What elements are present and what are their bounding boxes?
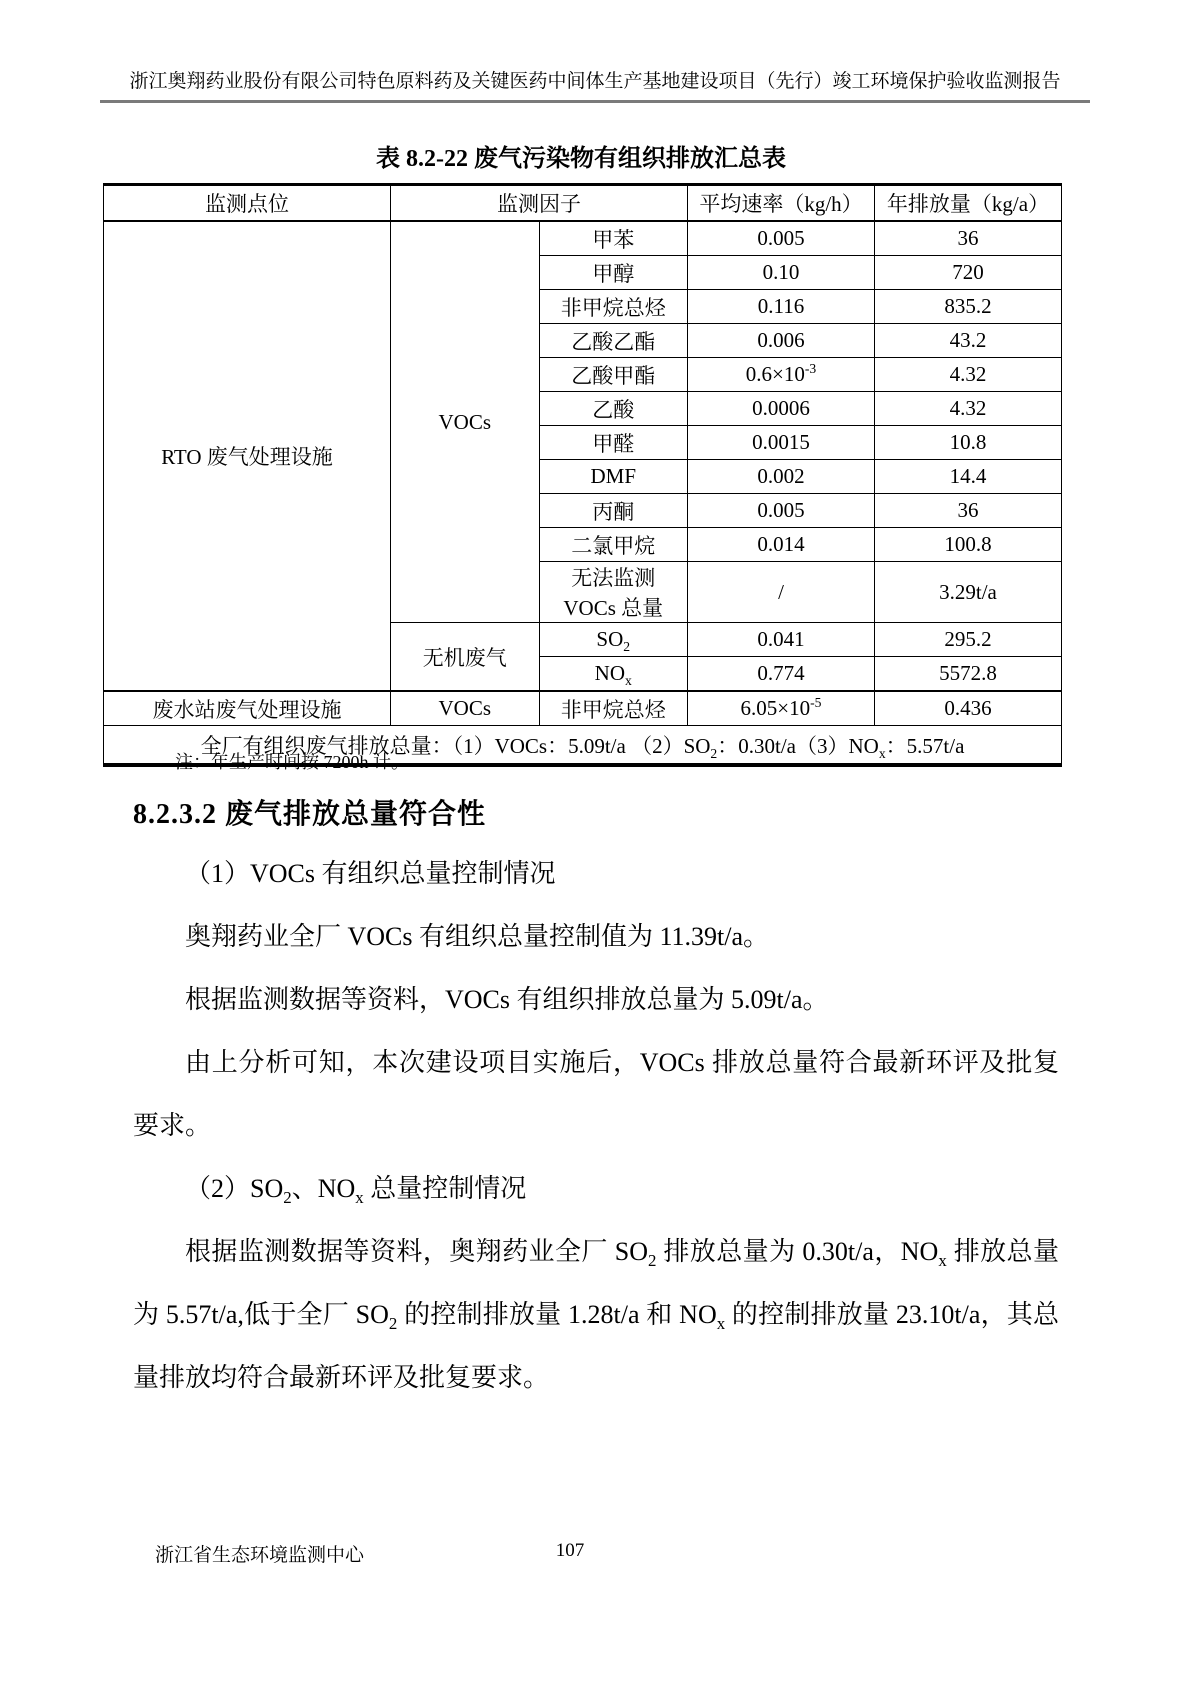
header-rate: 平均速率（kg/h）: [688, 185, 875, 222]
page-number: 107: [555, 1540, 585, 1561]
cell-factor: $SO_2$: [539, 623, 688, 657]
cell-factor: 乙酸甲酯: [539, 358, 688, 392]
cell-annual: 4.32: [875, 358, 1062, 392]
cell-annual: 0.436: [875, 691, 1062, 726]
cell-factor: 甲苯: [539, 221, 688, 256]
cell-rate: 0.041: [688, 623, 875, 657]
header-rule: [100, 100, 1090, 103]
section-body: [133, 842, 1059, 1409]
cell-factor: 乙酸: [539, 392, 688, 426]
cell-total: 全厂有组织废气排放总量：（1）VOCs：5.09t/a $(2)SO_2$：$0.30t/a(3)NO_x$：5.57t/a: [104, 726, 1062, 766]
cell-rate: 0.014: [688, 528, 875, 562]
cell-annual: 14.4: [875, 460, 1062, 494]
cell-annual: 5572.8: [875, 657, 1062, 692]
paragraph: 根据监测数据等资料，奥翔药业全厂 $SO_2$ 排放总量为 0.30t/a，$NO_x$ 排放总量为 5.57t/a,低于全厂 $SO_2$ 的控制排放量 1.28t/a 和 $NO_x$ 的控制排放量 23.10t/a，其总量排放均符合最新环评及批复要求。: [133, 1237, 1059, 1392]
cell-factor: 二氯甲烷: [539, 528, 688, 562]
table-header-row: [104, 185, 1062, 222]
cell-rate: 0.10: [688, 256, 875, 290]
paragraph: 由上分析可知，本次建设项目实施后，VOCs 排放总量符合最新环评及批复要求。: [133, 1048, 1059, 1140]
cell-site-wastewater: 废水站废气处理设施: [104, 691, 391, 726]
cell-annual: 3.29t/a: [875, 562, 1062, 623]
cell-rate: 0.002: [688, 460, 875, 494]
header-factor: 监测因子: [391, 185, 688, 222]
cell-annual: 36: [875, 221, 1062, 256]
cell-factor: 甲醇: [539, 256, 688, 290]
cell-annual: 36: [875, 494, 1062, 528]
cell-rate: $6.05\times 10^{-5}$: [688, 691, 875, 726]
table-row: [104, 691, 1062, 726]
cell-rate: /: [688, 562, 875, 623]
cell-rate: 0.0006: [688, 392, 875, 426]
cell-factor: 非甲烷总烃: [539, 290, 688, 324]
cell-rate: 0.005: [688, 221, 875, 256]
cell-factor: 丙酮: [539, 494, 688, 528]
table-row: [104, 221, 1062, 256]
header-site: 监测点位: [104, 185, 391, 222]
cell-group-inorganic: 无机废气: [391, 623, 540, 692]
footer-organization: 浙江省生态环境监测中心: [155, 1545, 365, 1566]
paragraph: （1）VOCs 有组织总量控制情况: [185, 859, 556, 888]
cell-factor: 无法监测 VOCs 总量: [539, 562, 688, 623]
cell-group-vocs: VOCs: [391, 221, 540, 623]
header-annual: 年排放量（kg/a）: [875, 185, 1062, 222]
cell-rate: 0.116: [688, 290, 875, 324]
table-title: 表 8.2-22 废气污染物有组织排放汇总表: [376, 146, 786, 172]
cell-rate: 0.006: [688, 324, 875, 358]
table-note: 注：年生产时间按 7200h 计。: [175, 752, 409, 772]
cell-annual: 4.32: [875, 392, 1062, 426]
cell-factor: $NO_x$: [539, 657, 688, 692]
cell-factor: 乙酸乙酯: [539, 324, 688, 358]
cell-rate: 0.774: [688, 657, 875, 692]
cell-annual: 295.2: [875, 623, 1062, 657]
cell-annual: 10.8: [875, 426, 1062, 460]
cell-rate: $0.6\times 10^{-3}$: [688, 358, 875, 392]
cell-factor: 甲醛: [539, 426, 688, 460]
cell-factor: 非甲烷总烃: [539, 691, 688, 726]
cell-annual: 43.2: [875, 324, 1062, 358]
cell-annual: 100.8: [875, 528, 1062, 562]
cell-site-rto: RTO 废气处理设施: [104, 221, 391, 691]
emissions-table: [103, 183, 1062, 767]
cell-rate: 0.0015: [688, 426, 875, 460]
cell-annual: 720: [875, 256, 1062, 290]
cell-factor: DMF: [539, 460, 688, 494]
paragraph: 奥翔药业全厂 VOCs 有组织总量控制值为 11.39t/a。: [185, 922, 770, 951]
paragraph: 根据监测数据等资料，VOCs 有组织排放总量为 5.09t/a。: [185, 985, 829, 1014]
document-header: 浙江奥翔药业股份有限公司特色原料药及关键医药中间体生产基地建设项目（先行）竣工环境保护验收监测报告: [129, 71, 1061, 92]
section-heading: 8.2.3.2 废气排放总量符合性: [133, 799, 487, 830]
cell-annual: 835.2: [875, 290, 1062, 324]
cell-rate: 0.005: [688, 494, 875, 528]
cell-group-vocs: VOCs: [391, 691, 540, 726]
paragraph: $(2)SO_2$、$NO_x$ 总量控制情况: [185, 1174, 527, 1208]
